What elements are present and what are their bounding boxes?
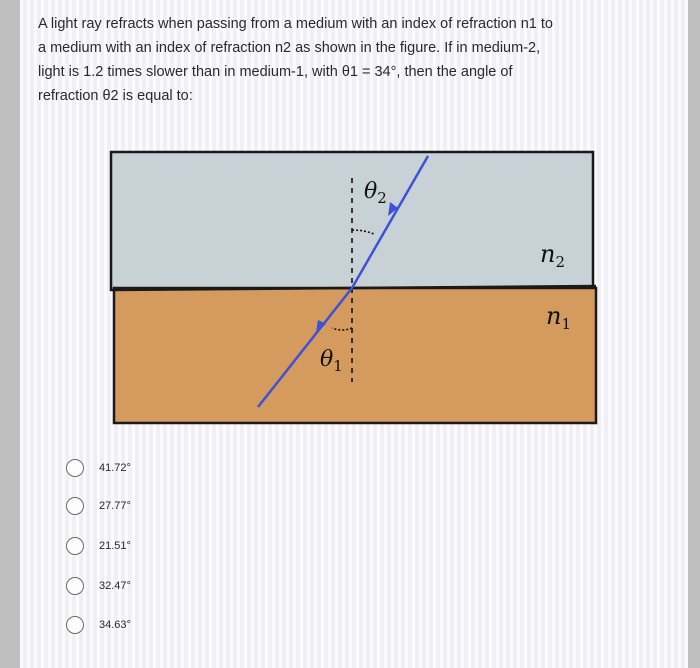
theta1-symbol: θ (320, 347, 334, 372)
option-label: 34.63° (99, 619, 131, 631)
n1-symbol: n (546, 302, 562, 330)
radio-button-empty-icon[interactable] (66, 616, 84, 634)
n1-subscript: 1 (561, 315, 572, 333)
question-text: A light ray refracts when passing from a medium with an index of refraction n1 to a medium with an index of refraction n2 as shown in the figure. If in medium-2, light is 1.2 times slower than in medium-1, with θ1 = 34°, then the angle of refraction θ2 is equal to: (38, 16, 553, 104)
option-2[interactable] (66, 495, 131, 517)
option-1[interactable] (66, 457, 131, 479)
option-5[interactable] (66, 614, 131, 636)
n2-symbol: n (540, 240, 556, 268)
option-label: 27.77° (99, 500, 131, 512)
radio-button-empty-icon[interactable] (66, 497, 84, 515)
radio-button-empty-icon[interactable] (66, 459, 84, 477)
option-label: 41.72° (99, 462, 131, 474)
option-4[interactable] (66, 575, 131, 597)
option-label: 21.51° (99, 540, 131, 552)
option-label: 32.47° (99, 580, 131, 592)
theta1-subscript: 1 (333, 357, 343, 375)
option-3[interactable] (66, 535, 131, 557)
theta2-subscript: 2 (377, 189, 387, 207)
radio-button-empty-icon[interactable] (66, 537, 84, 555)
theta2-symbol: θ (364, 179, 378, 204)
radio-button-empty-icon[interactable] (66, 577, 84, 595)
n2-subscript: 2 (555, 253, 566, 271)
